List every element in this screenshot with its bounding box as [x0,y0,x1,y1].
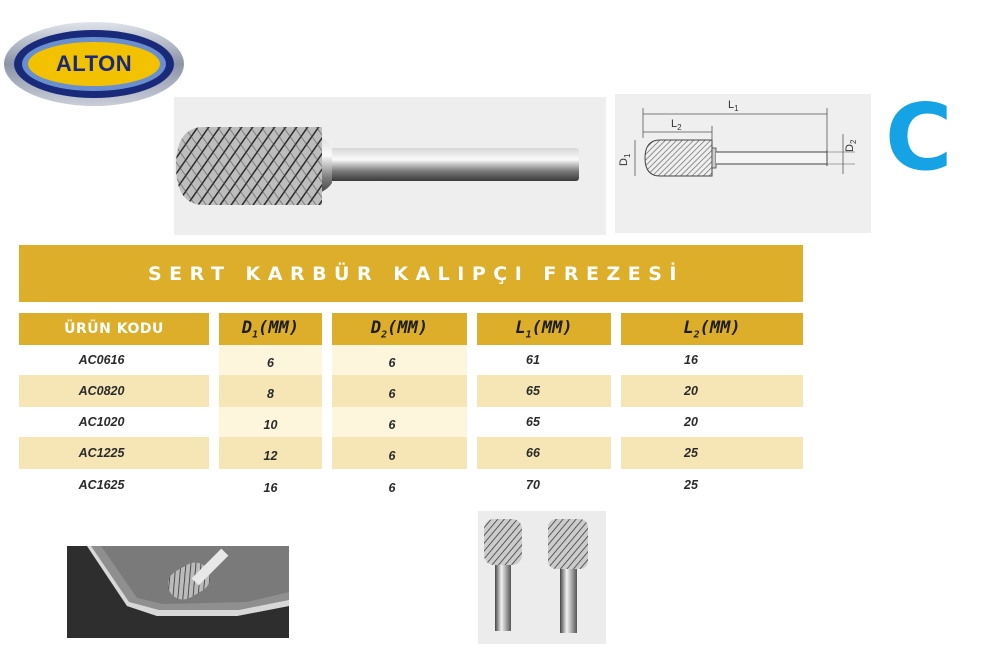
application-photo [67,546,289,638]
table-cell-d2: 6 [388,418,396,432]
table-cell-code: AC1625 [78,478,125,492]
table-cell-d1: 6 [267,356,274,370]
logo-text: ALTON [55,51,133,76]
table-cell-d1: 16 [263,481,278,495]
table-cell-code: AC1020 [78,415,125,429]
table-cell-d1: 8 [267,387,274,401]
header-l2: $L_2(MM)$ [621,313,803,345]
table-cell-d1: 12 [263,449,278,463]
table-cell-d1: 10 [263,418,278,432]
section-letter: C [885,84,953,191]
table-cell-l2: 16 [684,353,698,367]
table-cell-l1: 66 [526,446,540,460]
table-cell-code: AC0820 [78,384,125,398]
header-l1: $L_1(MM)$ [477,313,611,345]
alton-logo [2,20,186,108]
table-cell-l2: 20 [684,415,698,429]
product-photo-pair [478,511,606,644]
table-cell-d2: 6 [388,356,396,370]
table-cell-l1: 65 [526,384,540,398]
title-banner [19,245,803,302]
table-cell-d2: 6 [388,449,396,463]
drawing-label-l1: $L_1$ [728,99,739,113]
table-cell-l2: 25 [684,446,698,460]
header-product-code: ÜRÜN KODU [19,313,209,345]
table-cell-l2: 25 [684,478,698,492]
table-cell-code: AC0616 [78,353,125,367]
table-cell-l1: 65 [526,415,540,429]
page-title: SERT KARBÜR KALIPÇI FREZESİ [148,262,684,285]
header-d1: $D_1(MM)$ [219,313,322,345]
table-cell-l1: 61 [526,353,540,367]
table-cell-l2: 20 [684,384,698,398]
product-photo [174,97,606,235]
drawing-label-d2: $D_2$ [844,139,858,152]
drawing-label-d1: $D_1$ [618,153,632,166]
table-cell-l1: 70 [526,478,540,492]
table-cell-d2: 6 [388,481,396,495]
header-d2: $D_2(MM)$ [332,313,467,345]
technical-drawing [615,94,871,233]
drawing-label-l2: $L_2$ [671,118,682,132]
table-cell-code: AC1225 [78,446,125,460]
table-cell-d2: 6 [388,387,396,401]
